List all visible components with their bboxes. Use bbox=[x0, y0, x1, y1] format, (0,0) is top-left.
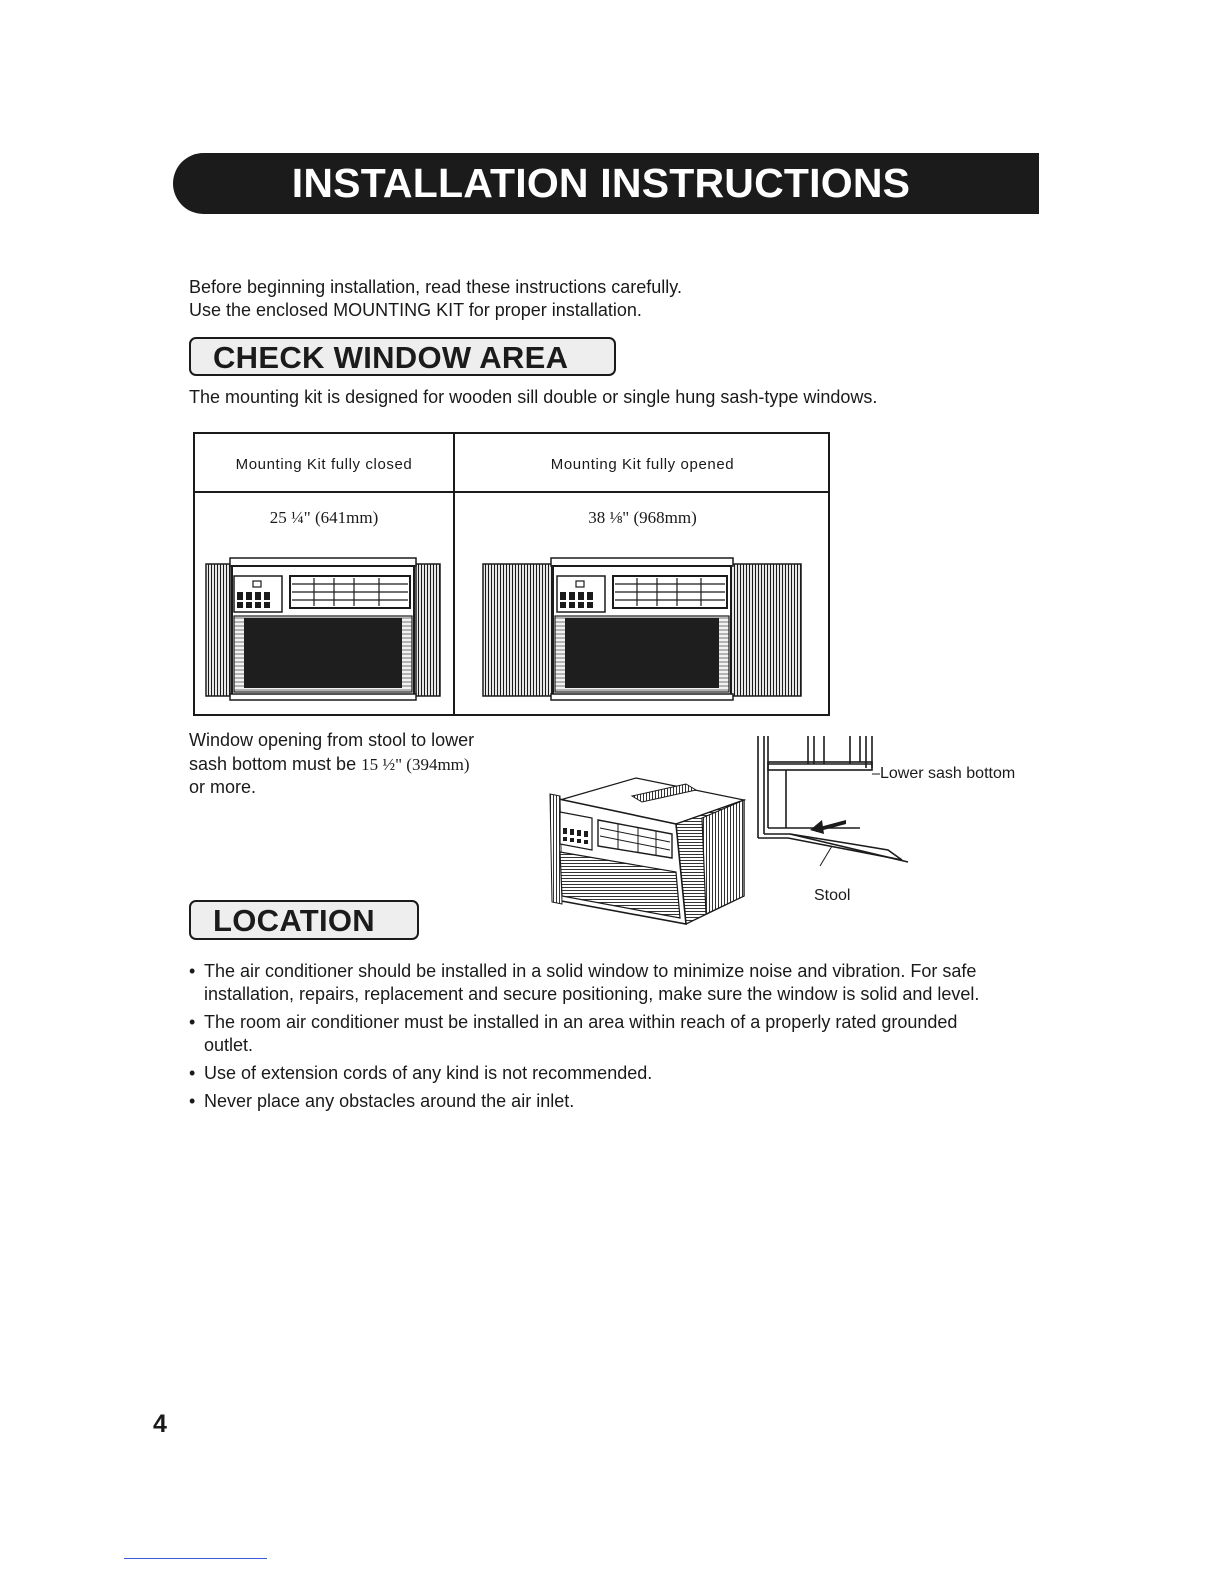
location-heading-box bbox=[189, 900, 419, 940]
list-item: • Never place any obstacles around the air inlet. bbox=[189, 1090, 999, 1113]
window-sash-diagram bbox=[752, 734, 912, 866]
list-item: • The room air conditioner must be installed in an area within reach of a properly rated grounded outlet. bbox=[189, 1011, 999, 1057]
ac-unit-opened-illustration bbox=[481, 556, 803, 702]
ac-unit-closed-illustration bbox=[204, 556, 442, 702]
opened-header: Mounting Kit fully opened bbox=[550, 456, 735, 473]
opened-width-value: 38 ⅛" (968mm) bbox=[588, 508, 697, 527]
intro-line-1: Before beginning installation, read these instructions carefully. bbox=[189, 277, 682, 297]
intro-text bbox=[189, 276, 682, 322]
location-bullet-list bbox=[189, 960, 999, 1118]
window-opening-line-2 bbox=[189, 753, 474, 777]
table-divider-horizontal bbox=[195, 491, 828, 493]
check-window-heading: CHECK WINDOW AREA bbox=[213, 340, 569, 375]
table-divider-vertical bbox=[453, 434, 455, 714]
title-banner bbox=[173, 153, 1039, 214]
page-title: INSTALLATION INSTRUCTIONS bbox=[291, 160, 911, 206]
intro-line-2: Use the enclosed MOUNTING KIT for proper installation. bbox=[189, 300, 642, 320]
window-opening-text bbox=[189, 729, 474, 800]
ac-unit-perspective-illustration bbox=[546, 772, 752, 934]
window-opening-prefix: sash bottom must be bbox=[189, 753, 362, 774]
location-heading: LOCATION bbox=[213, 903, 375, 938]
label-stool: Stool bbox=[814, 887, 851, 904]
window-opening-line-3: or more. bbox=[189, 777, 257, 797]
window-opening-min-value: 15 ½" (394mm) bbox=[361, 754, 470, 774]
window-opening-line-1: Window opening from stool to lower bbox=[189, 730, 475, 750]
footer-rule bbox=[124, 1558, 267, 1559]
closed-width-value: 25 ¼" (641mm) bbox=[269, 508, 379, 527]
list-item: • Use of extension cords of any kind is not recommended. bbox=[189, 1062, 999, 1085]
page-number: 4 bbox=[153, 1410, 167, 1438]
closed-header: Mounting Kit fully closed bbox=[235, 456, 413, 473]
list-item: • The air conditioner should be installed in a solid window to minimize noise and vibration. For safe installation, repairs, replacement and secure positioning, make sure the window is solid and level. bbox=[189, 960, 999, 1006]
check-window-description: The mounting kit is designed for wooden sill double or single hung sash-type windows. bbox=[189, 387, 878, 407]
label-lower-sash-bottom: Lower sash bottom bbox=[880, 765, 1016, 782]
check-window-heading-box bbox=[189, 337, 616, 376]
